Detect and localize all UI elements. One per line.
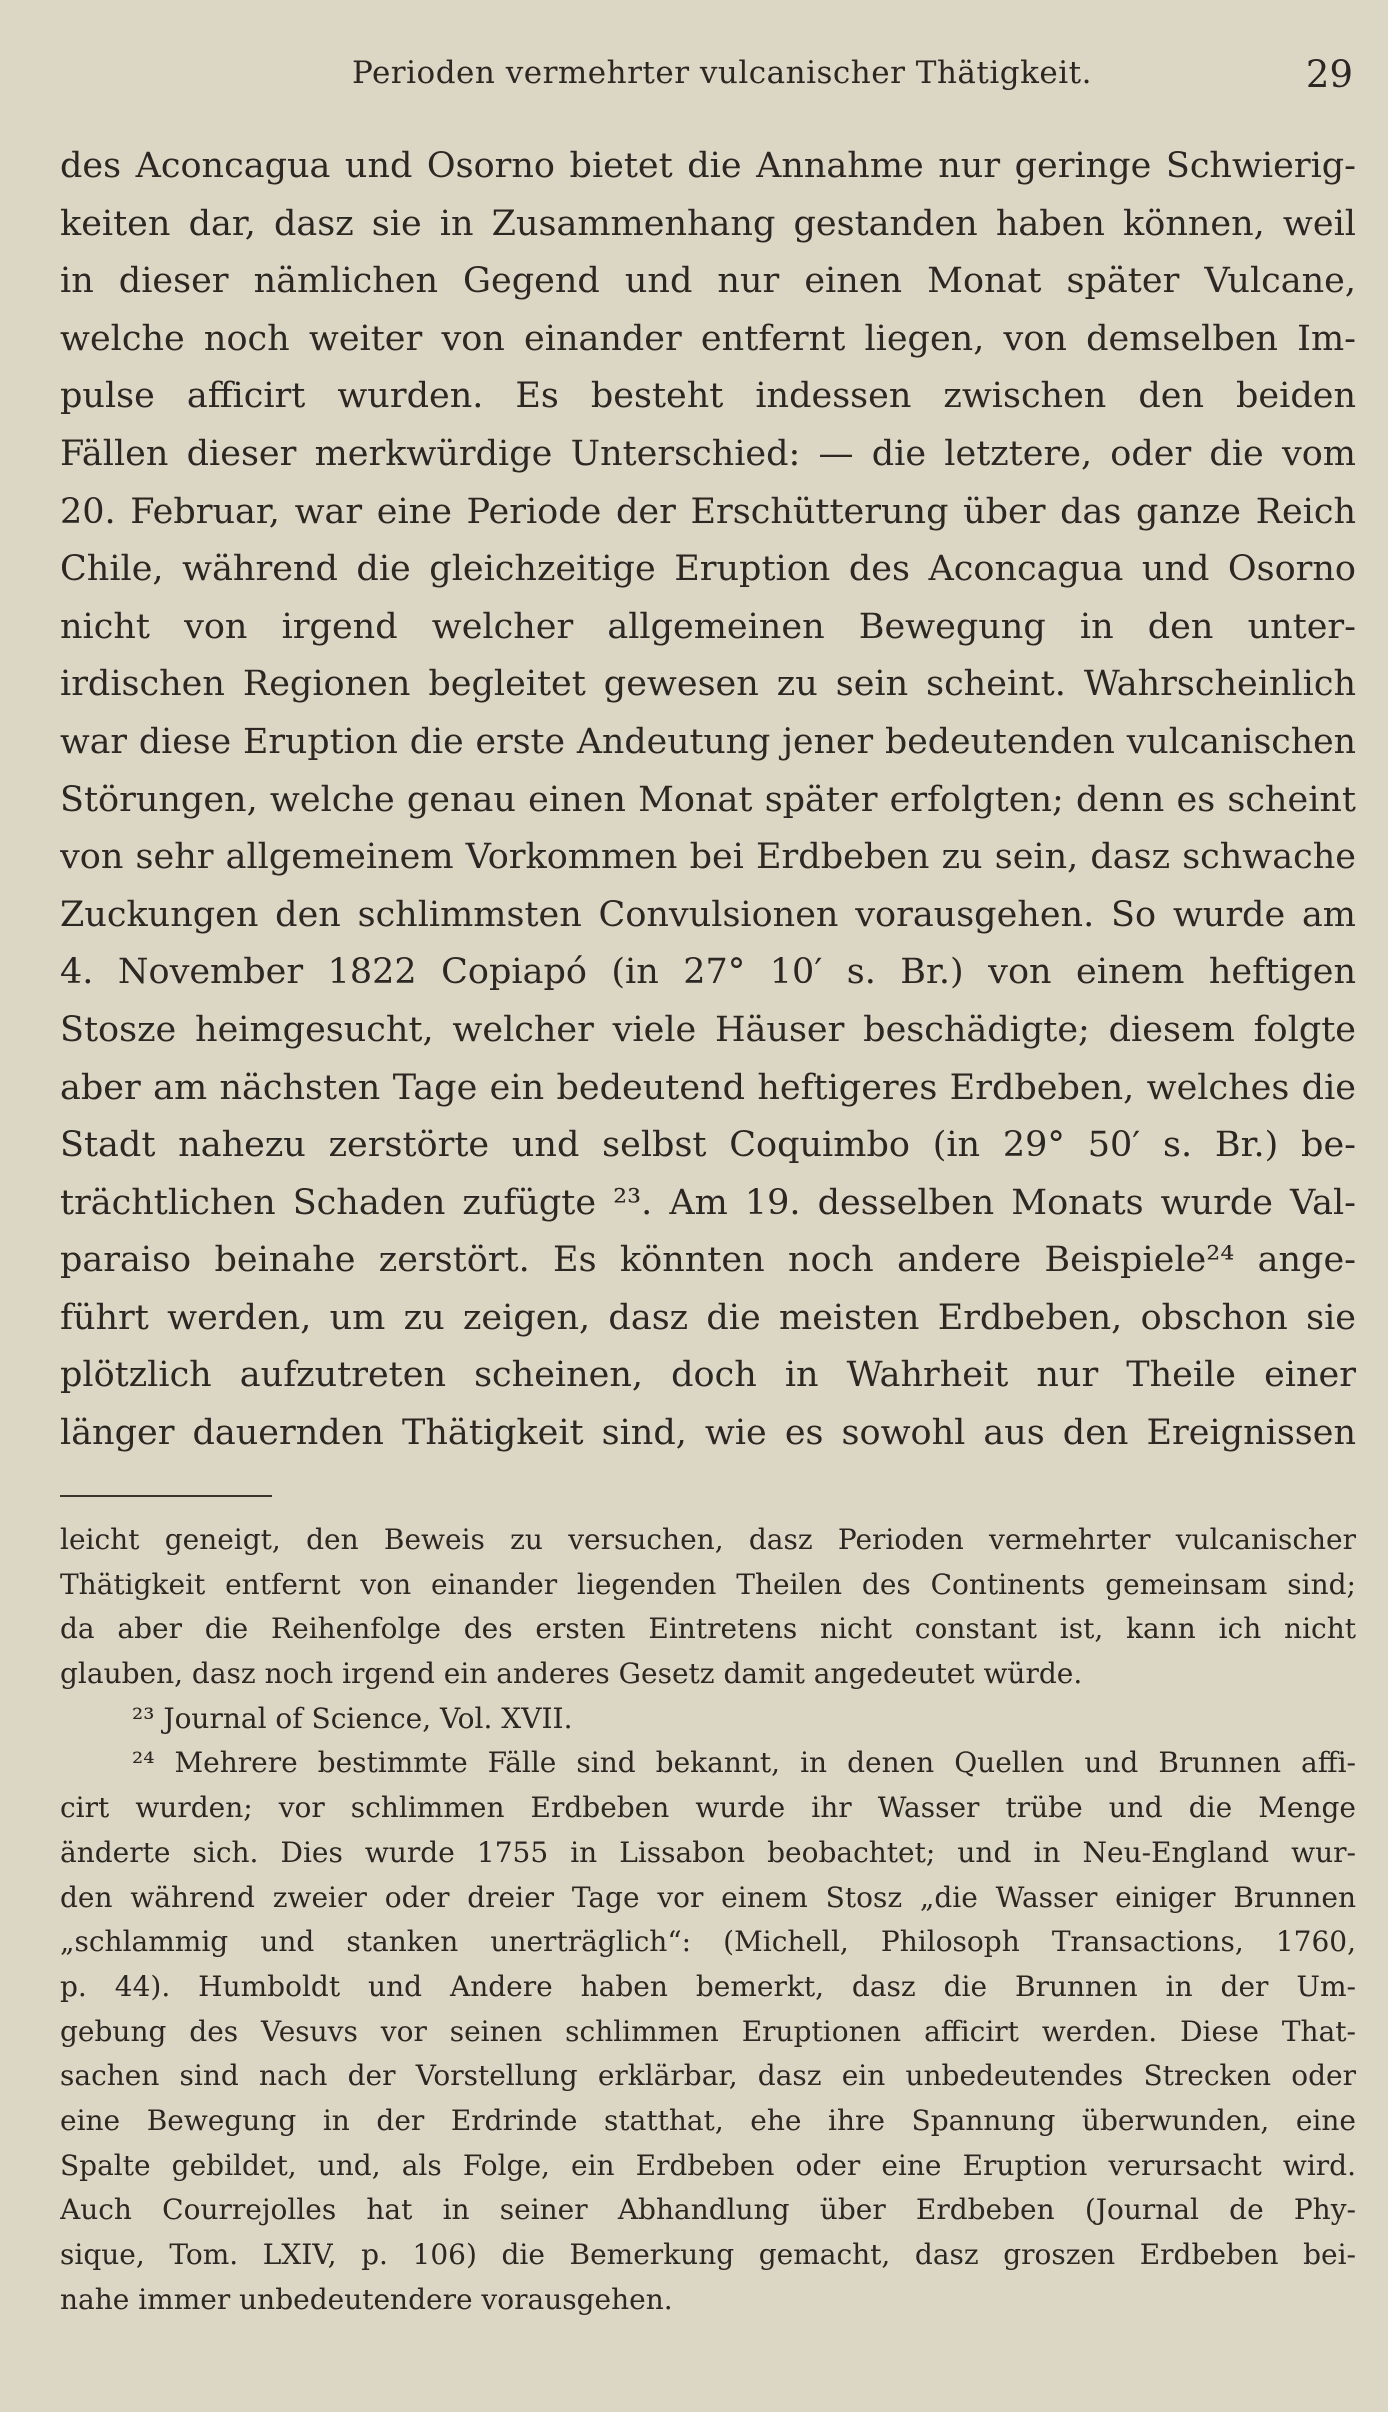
text-line: Zuckungen den schlimmsten Convulsionen vorausgehen. So wurde am: [60, 894, 1356, 935]
text-line: Stadt nahezu zerstörte und selbst Coquimbo (in 29° 50′ s. Br.) be-: [60, 1125, 1356, 1166]
text-line: nicht von irgend welcher allgemeinen Bewegung in den unter-: [60, 606, 1356, 647]
footnote-line: eine Bewegung in der Erdrinde statthat, ehe ihre Spannung überwunden, eine: [60, 2103, 1356, 2137]
text-line: von sehr allgemeinem Vorkommen bei Erdbeben zu sein, dasz schwache: [60, 837, 1356, 878]
footnote-line: Thätigkeit entfernt von einander liegenden Theilen des Continents gemeinsam sind;: [60, 1567, 1356, 1601]
running-title: Perioden vermehrter vulcanischer Thätigkeit.: [352, 55, 1092, 91]
page-number: 29: [1305, 53, 1353, 96]
text-line: länger dauernden Thätigkeit sind, wie es sowohl aus den Ereignissen: [60, 1413, 1356, 1454]
main-text: [60, 138, 1356, 1463]
text-line: keiten dar, dasz sie in Zusammenhang gestanden haben können, weil: [60, 203, 1356, 244]
text-line: Stosze heimgesucht, welcher viele Häuser beschädigte; diesem folgte: [60, 1009, 1356, 1050]
footnote-line: sachen sind nach der Vorstellung erklärbar, dasz ein unbedeutendes Strecken oder: [60, 2059, 1356, 2093]
text-line: plötzlich aufzutreten scheinen, doch in Wahrheit nur Theile einer: [60, 1355, 1356, 1396]
footnote-line: da aber die Reihenfolge des ersten Eintretens nicht constant ist, kann ich nicht: [60, 1612, 1356, 1646]
footnote-line: den während zweier oder dreier Tage vor einem Stosz „die Wasser einiger Brunnen: [60, 1880, 1356, 1914]
footnote-line: „schlammig und stanken unerträglich“: (Michell, Philosoph Transactions, 1760,: [60, 1925, 1356, 1959]
text-line: 20. Februar, war eine Periode der Erschütterung über das ganze Reich: [60, 491, 1356, 532]
text-line: trächtlichen Schaden zufügte ²³. Am 19. desselben Monats wurde Val-: [60, 1182, 1356, 1223]
text-line: aber am nächsten Tage ein bedeutend heftigeres Erdbeben, welches die: [60, 1067, 1356, 1108]
text-line: 4. November 1822 Copiapó (in 27° 10′ s. Br.) von einem heftigen: [60, 952, 1356, 993]
footnotes: [60, 1518, 1356, 2322]
text-line: des Aconcagua und Osorno bietet die Annahme nur geringe Schwierig-: [60, 146, 1356, 186]
footnote-line: nahe immer unbedeutendere vorausgehen.: [60, 2282, 673, 2316]
footnote-line: Auch Courrejolles hat in seiner Abhandlung über Erdbeben (Journal de Phy-: [60, 2193, 1356, 2227]
text-line: welche noch weiter von einander entfernt liegen, von demselben Im-: [60, 318, 1356, 359]
footnote-line: cirt wurden; vor schlimmen Erdbeben wurde ihr Wasser trübe und die Menge: [60, 1791, 1356, 1825]
page-header: [60, 55, 1356, 105]
footnote-line: sique, Tom. LXIV, p. 106) die Bemerkung gemacht, dasz groszen Erdbeben bei-: [60, 2238, 1356, 2271]
footnote-line: glauben, dasz noch irgend ein anderes Gesetz damit angedeutet würde.: [60, 1657, 1083, 1691]
footnote-divider: [60, 1495, 272, 1497]
text-line: Fällen dieser merkwürdige Unterschied: — die letztere, oder die vom: [60, 433, 1356, 474]
text-line: paraiso beinahe zerstört. Es könnten noch andere Beispiele²⁴ ange-: [60, 1240, 1356, 1281]
text-line: pulse afficirt wurden. Es besteht indessen zwischen den beiden: [60, 376, 1356, 417]
text-line: in dieser nämlichen Gegend und nur einen Monat später Vulcane,: [60, 261, 1356, 302]
text-line: führt werden, um zu zeigen, dasz die meisten Erdbeben, obschon sie: [60, 1297, 1356, 1338]
text-line: Chile, während die gleichzeitige Eruption des Aconcagua und Osorno: [60, 549, 1356, 590]
footnote-line: Spalte gebildet, und, als Folge, ein Erdbeben oder eine Eruption verursacht wird.: [60, 2148, 1356, 2182]
footnote-line: gebung des Vesuvs vor seinen schlimmen Eruptionen afficirt werden. Diese That-: [60, 2014, 1356, 2048]
text-line: Störungen, welche genau einen Monat später erfolgten; denn es scheint: [60, 779, 1356, 820]
footnote-23: ²³ Journal of Science, Vol. XVII.: [132, 1701, 573, 1735]
footnote-line: leicht geneigt, den Beweis zu versuchen, dasz Perioden vermehrter vulcanischer: [60, 1523, 1356, 1556]
footnote-24: ²⁴ Mehrere bestimmte Fälle sind bekannt, in denen Quellen und Brunnen affi-: [132, 1746, 1356, 1780]
text-line: war diese Eruption die erste Andeutung jener bedeutenden vulcanischen: [60, 721, 1356, 762]
footnote-line: p. 44). Humboldt und Andere haben bemerkt, dasz die Brunnen in der Um-: [60, 1969, 1356, 2003]
text-line: irdischen Regionen begleitet gewesen zu sein scheint. Wahrscheinlich: [60, 664, 1356, 705]
footnote-line: änderte sich. Dies wurde 1755 in Lissabon beobachtet; und in Neu-England wur-: [60, 1835, 1356, 1869]
